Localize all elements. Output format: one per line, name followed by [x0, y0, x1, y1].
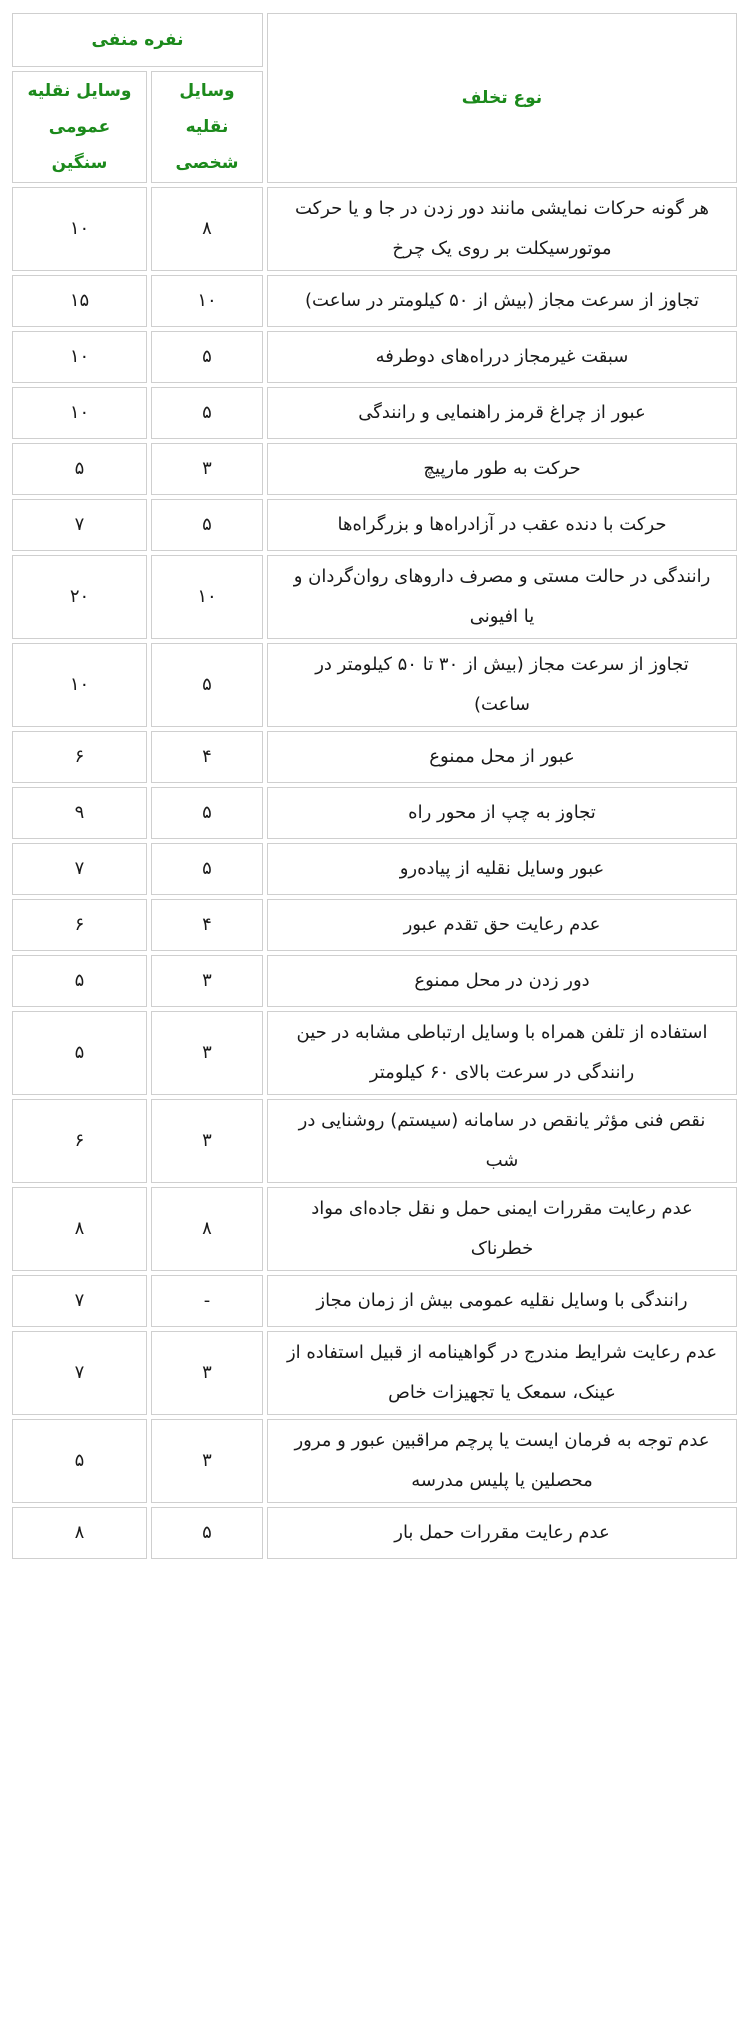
personal-points-cell: ۱۰: [151, 275, 263, 327]
table-row: [12, 899, 737, 951]
personal-points-cell: ۱۰: [151, 555, 263, 639]
violation-cell: عدم رعایت مقررات حمل بار: [267, 1507, 737, 1559]
heavy-points-cell: ۵: [12, 443, 147, 495]
table-row: [12, 1099, 737, 1183]
header-negative-points: نفره منفی: [12, 13, 263, 67]
heavy-points-cell: ۷: [12, 843, 147, 895]
header-personal-vehicles: وسایل نقلیه شخصی: [151, 71, 263, 183]
table-row: [12, 1011, 737, 1095]
heavy-points-cell: ۸: [12, 1507, 147, 1559]
table-row: [12, 643, 737, 727]
violation-cell: رانندگی در حالت مستی و مصرف داروهای روان‌گردان و یا افیونی: [267, 555, 737, 639]
heavy-points-cell: ۷: [12, 499, 147, 551]
violation-cell: حرکت با دنده عقب در آزادراه‌ها و بزرگراه‌ها: [267, 499, 737, 551]
header-violation-type: نوع تخلف: [267, 13, 737, 183]
heavy-points-cell: ۵: [12, 1419, 147, 1503]
violation-cell: تجاوز به چپ از محور راه: [267, 787, 737, 839]
violation-cell: عدم توجه به فرمان ایست یا پرچم مراقبین عبور و مرور محصلین یا پلیس مدرسه: [267, 1419, 737, 1503]
table-row: [12, 555, 737, 639]
header-row-top: [12, 13, 737, 67]
heavy-points-cell: ۱۰: [12, 187, 147, 271]
heavy-points-cell: ۷: [12, 1275, 147, 1327]
header-heavy-public-vehicles: وسایل نقلیه عمومی سنگین: [12, 71, 147, 183]
violation-cell: عبور از محل ممنوع: [267, 731, 737, 783]
table-row: [12, 843, 737, 895]
table-row: [12, 1507, 737, 1559]
heavy-points-cell: ۱۰: [12, 331, 147, 383]
heavy-points-cell: ۵: [12, 955, 147, 1007]
table-row: [12, 275, 737, 327]
personal-points-cell: ۸: [151, 187, 263, 271]
table-row: [12, 787, 737, 839]
personal-points-cell: ۸: [151, 1187, 263, 1271]
personal-points-cell: ۵: [151, 643, 263, 727]
violation-cell: دور زدن در محل ممنوع: [267, 955, 737, 1007]
heavy-points-cell: ۹: [12, 787, 147, 839]
violation-cell: عدم رعایت مقررات ایمنی حمل و نقل جاده‌ای مواد خطرناک: [267, 1187, 737, 1271]
heavy-points-cell: ۶: [12, 899, 147, 951]
table-row: [12, 1275, 737, 1327]
violation-cell: استفاده از تلفن همراه با وسایل ارتباطی مشابه در حین رانندگی در سرعت بالای ۶۰ کیلومتر: [267, 1011, 737, 1095]
heavy-points-cell: ۸: [12, 1187, 147, 1271]
table-row: [12, 1419, 737, 1503]
personal-points-cell: ۵: [151, 499, 263, 551]
personal-points-cell: ۵: [151, 331, 263, 383]
violation-cell: عدم رعایت شرایط مندرج در گواهینامه از قبیل استفاده از عینک، سمعک یا تجهیزات خاص: [267, 1331, 737, 1415]
table-row: [12, 443, 737, 495]
violation-cell: هر گونه حرکات نمایشی مانند دور زدن در جا و یا حرکت موتورسیکلت بر روی یک چرخ: [267, 187, 737, 271]
violation-cell: عبور از چراغ قرمز راهنمایی و رانندگی: [267, 387, 737, 439]
heavy-points-cell: ۵: [12, 1011, 147, 1095]
violation-cell: حرکت به طور مارپیچ: [267, 443, 737, 495]
personal-points-cell: ۴: [151, 899, 263, 951]
table-row: [12, 731, 737, 783]
personal-points-cell: -: [151, 1275, 263, 1327]
heavy-points-cell: ۱۰: [12, 387, 147, 439]
heavy-points-cell: ۶: [12, 731, 147, 783]
table-row: [12, 387, 737, 439]
table-row: [12, 499, 737, 551]
heavy-points-cell: ۲۰: [12, 555, 147, 639]
personal-points-cell: ۳: [151, 443, 263, 495]
personal-points-cell: ۵: [151, 387, 263, 439]
violation-cell: عبور وسایل نقلیه از پیاده‌رو: [267, 843, 737, 895]
violation-cell: نقص فنی مؤثر یانقص در سامانه (سیستم) روشنایی در شب: [267, 1099, 737, 1183]
heavy-points-cell: ۱۰: [12, 643, 147, 727]
table-row: [12, 331, 737, 383]
personal-points-cell: ۳: [151, 1011, 263, 1095]
table-row: [12, 187, 737, 271]
personal-points-cell: ۵: [151, 1507, 263, 1559]
violation-cell: تجاوز از سرعت مجاز (بیش از ۳۰ تا ۵۰ کیلومتر در ساعت): [267, 643, 737, 727]
table-row: [12, 1331, 737, 1415]
heavy-points-cell: ۶: [12, 1099, 147, 1183]
personal-points-cell: ۳: [151, 1331, 263, 1415]
personal-points-cell: ۵: [151, 843, 263, 895]
table-row: [12, 1187, 737, 1271]
violation-cell: عدم رعایت حق تقدم عبور: [267, 899, 737, 951]
violation-cell: تجاوز از سرعت مجاز (بیش از ۵۰ کیلومتر در ساعت): [267, 275, 737, 327]
personal-points-cell: ۳: [151, 955, 263, 1007]
violation-cell: رانندگی با وسایل نقلیه عمومی بیش از زمان مجاز: [267, 1275, 737, 1327]
table-row: [12, 955, 737, 1007]
penalty-points-table: [8, 9, 741, 1563]
personal-points-cell: ۴: [151, 731, 263, 783]
personal-points-cell: ۳: [151, 1419, 263, 1503]
heavy-points-cell: ۱۵: [12, 275, 147, 327]
personal-points-cell: ۳: [151, 1099, 263, 1183]
violation-cell: سبقت غیرمجاز درراه‌های دوطرفه: [267, 331, 737, 383]
heavy-points-cell: ۷: [12, 1331, 147, 1415]
personal-points-cell: ۵: [151, 787, 263, 839]
